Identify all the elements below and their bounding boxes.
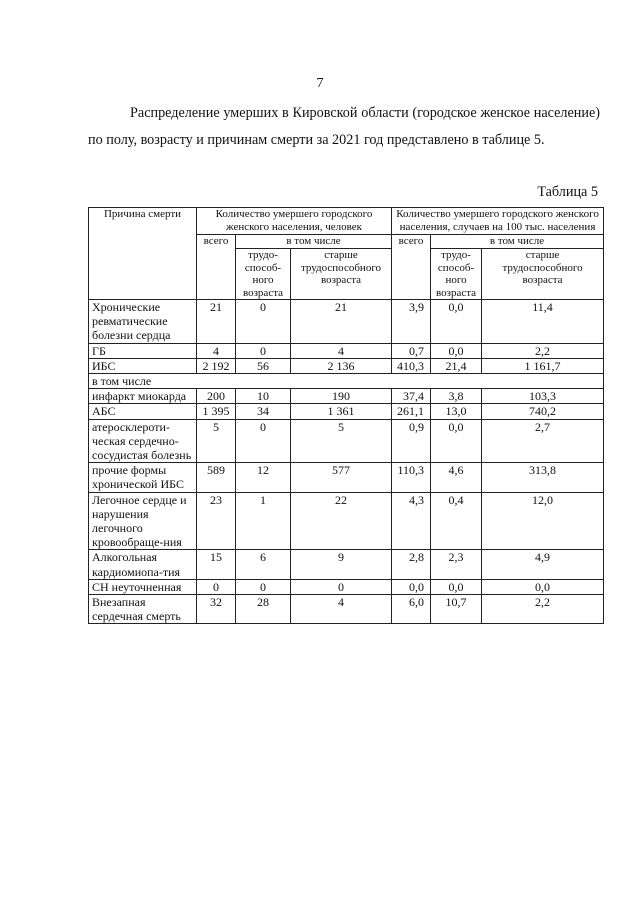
- header-count-working-age: трудо-способ-ного возраста: [236, 249, 291, 300]
- header-count-including: в том числе: [236, 235, 392, 249]
- cell-cause: инфаркт миокарда: [89, 389, 197, 404]
- cell-cause: Хронические ревматические болезни сердца: [89, 300, 197, 344]
- cell-rate-over: 2,2: [482, 595, 604, 624]
- table-row: [89, 550, 604, 579]
- table-row: [89, 358, 604, 373]
- cell-count-over: 577: [291, 463, 392, 492]
- cell-count-total: 0: [197, 579, 236, 594]
- table-row: [89, 492, 604, 550]
- cell-rate-over: 1 161,7: [482, 358, 604, 373]
- cell-count-working: 6: [236, 550, 291, 579]
- cell-rate-working: 13,0: [431, 404, 482, 419]
- cell-count-total: 23: [197, 492, 236, 550]
- cell-count-working: 34: [236, 404, 291, 419]
- table-row: [89, 300, 604, 344]
- table-row: [89, 374, 604, 389]
- cell-rate-working: 0,0: [431, 300, 482, 344]
- cell-cause: ИБС: [89, 358, 197, 373]
- cell-cause-subheader: в том числе: [89, 374, 604, 389]
- cell-cause: СН неуточненная: [89, 579, 197, 594]
- header-rate-working-age: трудо-способ-ного возраста: [431, 249, 482, 300]
- cell-rate-working: 3,8: [431, 389, 482, 404]
- cell-rate-over: 12,0: [482, 492, 604, 550]
- cell-rate-working: 0,0: [431, 343, 482, 358]
- cell-count-over: 22: [291, 492, 392, 550]
- cell-rate-over: 103,3: [482, 389, 604, 404]
- cell-cause: Внезапная сердечная смерть: [89, 595, 197, 624]
- cell-count-total: 15: [197, 550, 236, 579]
- cell-count-over: 1 361: [291, 404, 392, 419]
- cell-count-working: 56: [236, 358, 291, 373]
- cell-count-over: 0: [291, 579, 392, 594]
- cell-count-working: 0: [236, 419, 291, 463]
- header-count-total: всего: [197, 235, 236, 300]
- cell-rate-working: 4,6: [431, 463, 482, 492]
- cell-rate-total: 2,8: [392, 550, 431, 579]
- cell-rate-working: 21,4: [431, 358, 482, 373]
- cell-rate-working: 0,0: [431, 419, 482, 463]
- cell-count-over: 21: [291, 300, 392, 344]
- cell-cause: атеросклероти-ческая сердечно-сосудистая болезнь: [89, 419, 197, 463]
- cell-rate-working: 2,3: [431, 550, 482, 579]
- cell-count-total: 1 395: [197, 404, 236, 419]
- table-row: [89, 579, 604, 594]
- cell-count-working: 28: [236, 595, 291, 624]
- cell-count-over: 2 136: [291, 358, 392, 373]
- cell-rate-total: 37,4: [392, 389, 431, 404]
- cell-rate-working: 10,7: [431, 595, 482, 624]
- header-rate-including: в том числе: [431, 235, 604, 249]
- cell-rate-total: 110,3: [392, 463, 431, 492]
- cell-count-total: 32: [197, 595, 236, 624]
- cell-count-over: 5: [291, 419, 392, 463]
- cell-count-total: 4: [197, 343, 236, 358]
- cell-cause: ГБ: [89, 343, 197, 358]
- cell-count-working: 12: [236, 463, 291, 492]
- cell-count-total: 2 192: [197, 358, 236, 373]
- header-count-over-working-age: старше трудоспособного возраста: [291, 249, 392, 300]
- cell-count-over: 190: [291, 389, 392, 404]
- table-caption: Таблица 5: [537, 184, 598, 200]
- intro-paragraph: Распределение умерших в Кировской области (городское женское население) по полу, возрасту и причинам смерти за 2021 год представлено в таблице 5.: [88, 105, 600, 148]
- cell-count-over: 4: [291, 343, 392, 358]
- cell-count-total: 21: [197, 300, 236, 344]
- cell-cause: прочие формы хронической ИБС: [89, 463, 197, 492]
- cell-count-total: 5: [197, 419, 236, 463]
- cell-cause: Алкогольная кардиомиопа-тия: [89, 550, 197, 579]
- header-cause: Причина смерти: [89, 208, 197, 300]
- cell-count-working: 0: [236, 343, 291, 358]
- table-row: [89, 419, 604, 463]
- cell-rate-over: 313,8: [482, 463, 604, 492]
- cell-rate-total: 4,3: [392, 492, 431, 550]
- header-rate-total: всего: [392, 235, 431, 300]
- cell-cause: Легочное сердце и нарушения легочного кровообраще-ния: [89, 492, 197, 550]
- table-row: [89, 389, 604, 404]
- header-rate-group: Количество умершего городского женского населения, случаев на 100 тыс. населения: [392, 208, 604, 235]
- cell-count-working: 1: [236, 492, 291, 550]
- cell-rate-total: 3,9: [392, 300, 431, 344]
- header-rate-over-working-age: старше трудоспособного возраста: [482, 249, 604, 300]
- cell-count-working: 0: [236, 579, 291, 594]
- page-number: 7: [316, 76, 324, 91]
- cell-rate-over: 2,7: [482, 419, 604, 463]
- cell-rate-over: 0,0: [482, 579, 604, 594]
- cell-count-over: 4: [291, 595, 392, 624]
- cell-rate-over: 2,2: [482, 343, 604, 358]
- cell-rate-total: 0,0: [392, 579, 431, 594]
- cell-rate-working: 0,4: [431, 492, 482, 550]
- cell-rate-total: 0,9: [392, 419, 431, 463]
- cell-rate-over: 740,2: [482, 404, 604, 419]
- mortality-table: [88, 207, 604, 624]
- cell-count-total: 589: [197, 463, 236, 492]
- cell-rate-total: 6,0: [392, 595, 431, 624]
- cell-rate-total: 410,3: [392, 358, 431, 373]
- header-count-group: Количество умершего городского женского населения, человек: [197, 208, 392, 235]
- cell-rate-working: 0,0: [431, 579, 482, 594]
- cell-count-total: 200: [197, 389, 236, 404]
- cell-rate-total: 0,7: [392, 343, 431, 358]
- cell-rate-total: 261,1: [392, 404, 431, 419]
- table-row: [89, 595, 604, 624]
- table-row: [89, 463, 604, 492]
- table-row: [89, 343, 604, 358]
- cell-count-over: 9: [291, 550, 392, 579]
- cell-rate-over: 4,9: [482, 550, 604, 579]
- cell-count-working: 10: [236, 389, 291, 404]
- table-row: [89, 404, 604, 419]
- cell-count-working: 0: [236, 300, 291, 344]
- cell-rate-over: 11,4: [482, 300, 604, 344]
- cell-cause: АБС: [89, 404, 197, 419]
